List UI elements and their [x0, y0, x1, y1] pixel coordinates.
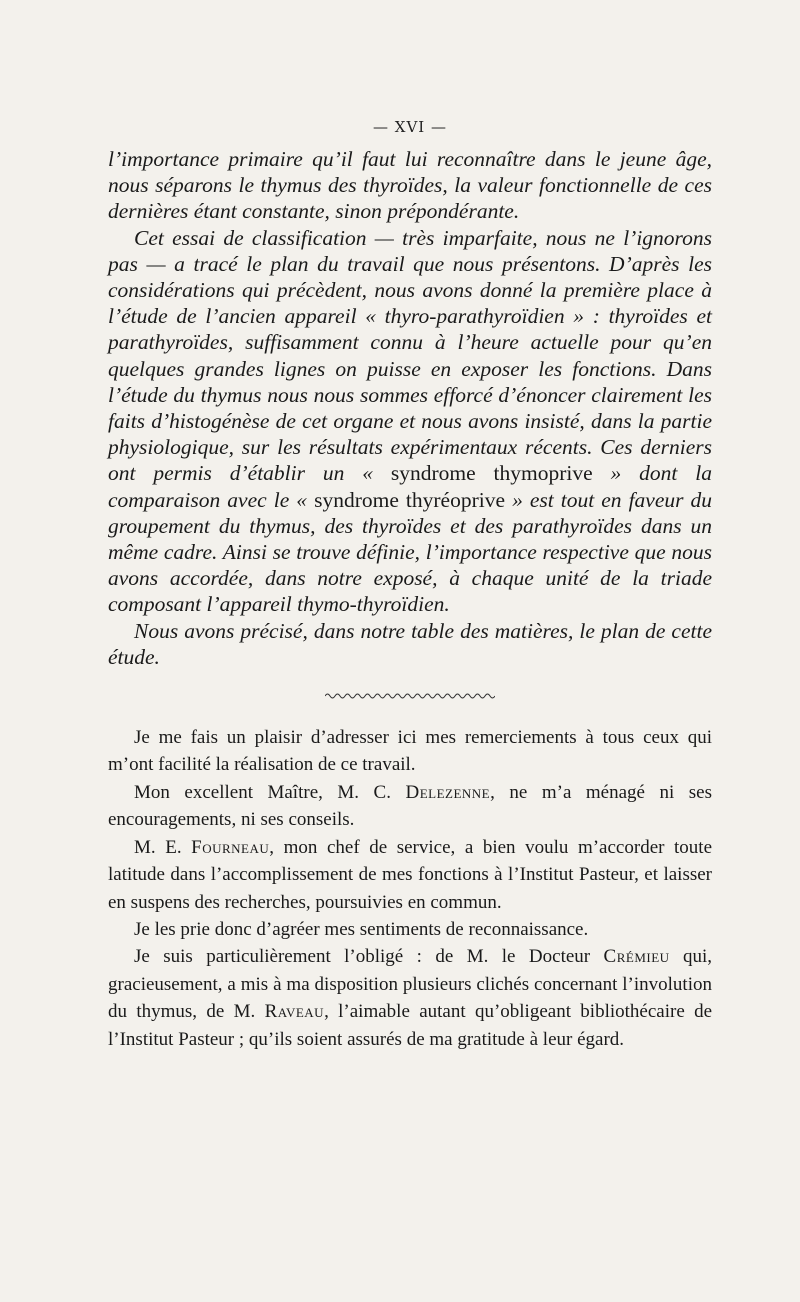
ack-paragraph-1: Je me fais un plaisir d’adresser ici mes remerciements à tous ceux qui m’ont facilité la réalisation de ce travail.	[108, 727, 712, 776]
name-delezenne: Delezenne	[405, 781, 491, 803]
name-raveau: Raveau	[264, 1001, 325, 1023]
preface-paragraph-2	[108, 225, 712, 618]
book-page	[108, 118, 712, 1053]
preface-paragraph-2-tail: » est tout en faveur du groupement du thymus, des thyroïdes et des parathyroïdes dans un même cadre. Ainsi se trouve définie, l’importance respective que nous avons accordée, dans notre exposé, à chaque unité de la triade composant l’appareil thymo-thyroïdien.	[108, 487, 713, 617]
ack-paragraph-2-start: Mon excellent Maître, M. C.	[134, 781, 391, 803]
preface-paragraph-1: l’importance primaire qu’il faut lui reconnaître dans le jeune âge, nous séparons le thymus des thyroïdes, la valeur fonctionnelle de ces dernières étant constante, sinon prépondérante.	[108, 147, 712, 224]
ack-paragraph-3	[108, 834, 712, 916]
ack-paragraph-2	[108, 779, 712, 834]
ack-paragraph-5-start: Je suis particulièrement l’obligé : de M. le Docteur	[134, 946, 591, 968]
ack-paragraph-5-end: , l’aimable autant qu’obligeant bibliothécaire de l’Institut Pasteur ; qu’ils soient assurés de ma gratitude à leur égard.	[108, 1001, 713, 1050]
syndrome-thymoprive-term: syndrome thymoprive	[390, 461, 593, 486]
ack-paragraph-5	[108, 943, 712, 1053]
wavy-divider-ornament	[325, 692, 495, 700]
syndrome-thyreoprive-term: syndrome thyréoprive	[314, 487, 506, 512]
ack-paragraph-2-end: , ne m’a ménagé ni ses encouragements, ni ses conseils.	[108, 781, 712, 831]
preface-paragraph-2-mid: » dont la comparaison avec le «	[108, 461, 712, 512]
ack-paragraph-4: Je les prie donc d’agréer mes sentiments de reconnaissance.	[134, 918, 589, 940]
ack-paragraph-3-end: , mon chef de service, a bien voulu m’accorder toute latitude dans l’accomplissement de mes fonctions à l’Institut Pasteur, et laisser en suspens des recherches, poursuivies en commun.	[108, 836, 713, 913]
preface-paragraph-2-text: Cet essai de classification — très imparfaite, nous ne l’ignorons pas — a tracé le plan du travail que nous présentons. D’après les considérations qui précèdent, nous avons donné la première place à l’étude de l’ancien appareil « thyro-parathyroïdien » : thyroïdes et parathyroïdes, suffisamment connu à l’heure actuelle pour qu’en quelques grandes lignes on puisse en exposer les fonctions. Dans l’étude du thymus nous nous sommes efforcé d’énoncer clairement les faits d’histogénèse de cet organe et nous avons insisté, dans la partie physiologique, sur les résultats expérimentaux récents. Ces derniers ont permis d’établir un «	[108, 225, 712, 486]
ack-paragraph-5-mid: qui, gracieusement, a mis à ma disposition plusieurs clichés concernant l’involution du thymus, de M.	[108, 946, 712, 1023]
acknowledgements-section	[108, 724, 712, 1053]
ack-paragraph-3-start: M. E.	[134, 836, 182, 858]
italic-preface-section	[108, 146, 712, 670]
page-number-header: — XVI —	[373, 118, 447, 136]
name-fourneau: Fourneau	[191, 836, 270, 858]
preface-paragraph-3: Nous avons précisé, dans notre table des matières, le plan de cette étude.	[108, 618, 712, 669]
name-cremieu: Crémieu	[603, 946, 670, 968]
